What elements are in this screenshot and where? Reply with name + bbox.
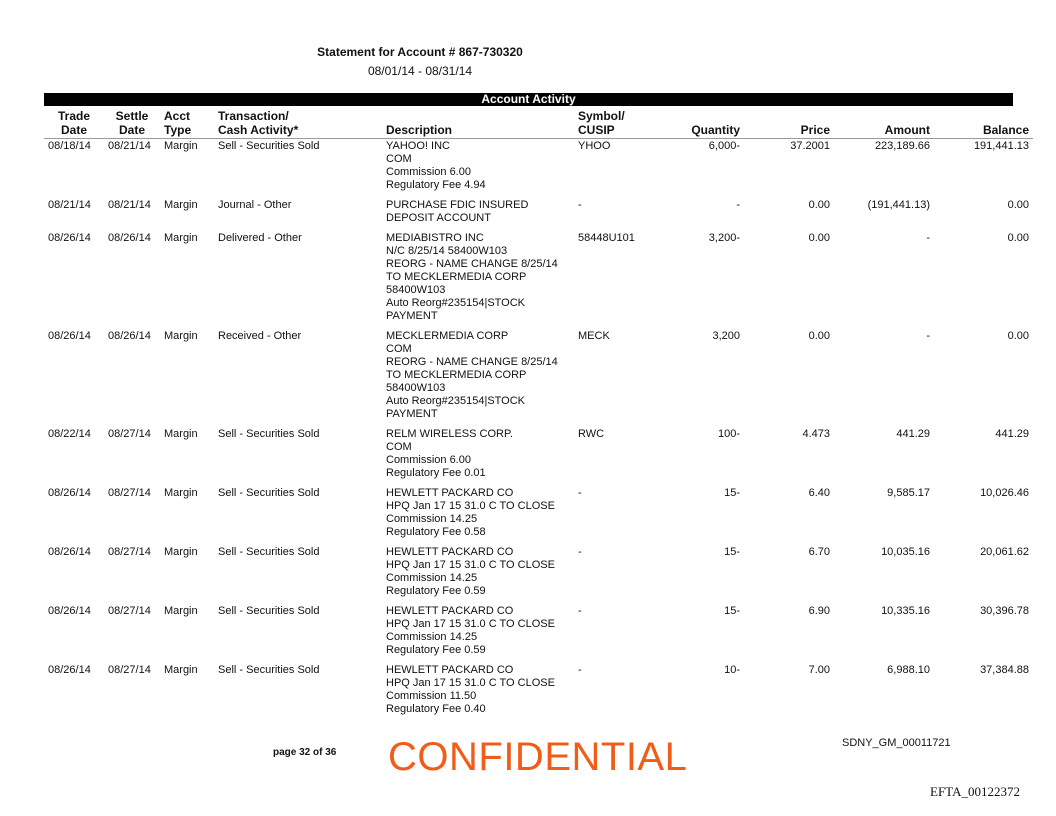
cell-transaction: Received - Other	[218, 330, 302, 342]
description-line: HPQ Jan 17 15 31.0 C TO CLOSE	[386, 677, 555, 689]
cell-description	[382, 664, 574, 723]
description-line: DEPOSIT ACCOUNT	[386, 212, 491, 224]
cell-transaction: Journal - Other	[218, 199, 292, 211]
cell-quantity: 15-	[724, 487, 740, 499]
cell-amount: 10,335.16	[881, 605, 930, 617]
cell-transaction: Sell - Securities Sold	[218, 546, 320, 558]
cell-price: 0.00	[808, 330, 830, 342]
table-row	[44, 232, 1033, 330]
cell-transaction: Sell - Securities Sold	[218, 664, 320, 676]
table-row	[44, 487, 1033, 546]
description-line: HEWLETT PACKARD CO	[386, 605, 514, 617]
cell-transaction: Delivered - Other	[218, 232, 302, 244]
cell-symbol: -	[578, 199, 582, 211]
cell-symbol: -	[578, 605, 582, 617]
col-price: Price	[744, 106, 834, 139]
description-line: REORG - NAME CHANGE 8/25/14	[386, 258, 558, 270]
cell-acct-type: Margin	[164, 330, 198, 342]
description-line: PAYMENT	[386, 310, 438, 322]
description-line: HEWLETT PACKARD CO	[386, 664, 514, 676]
cell-amount: 10,035.16	[881, 546, 930, 558]
account-activity-table	[44, 106, 1033, 723]
col-symbol: Symbol/ CUSIP	[574, 106, 654, 139]
table-row	[44, 428, 1033, 487]
cell-transaction: Sell - Securities Sold	[218, 140, 320, 152]
description-line: Auto Reorg#235154|STOCK	[386, 297, 526, 309]
cell-price: 6.70	[808, 546, 830, 558]
cell-acct-type: Margin	[164, 199, 198, 211]
cell-settle-date: 08/27/14	[108, 487, 151, 499]
table-row	[44, 605, 1033, 664]
cell-description	[382, 330, 574, 428]
table-row	[44, 199, 1033, 232]
cell-trade-date: 08/26/14	[48, 232, 91, 244]
cell-quantity: 15-	[724, 605, 740, 617]
description-line: Regulatory Fee 0.59	[386, 585, 486, 597]
cell-price: 4.473	[802, 428, 830, 440]
description-line: COM	[386, 343, 412, 355]
col-amount: Amount	[834, 106, 934, 139]
description-line: N/C 8/25/14 58400W103	[386, 245, 508, 257]
cell-trade-date: 08/21/14	[48, 199, 91, 211]
cell-acct-type: Margin	[164, 605, 198, 617]
cell-description	[382, 139, 574, 200]
description-line: Commission 14.25	[386, 572, 478, 584]
cell-trade-date: 08/26/14	[48, 330, 91, 342]
cell-description	[382, 199, 574, 232]
cell-settle-date: 08/26/14	[108, 330, 151, 342]
cell-price: 6.90	[808, 605, 830, 617]
cell-symbol: YHOO	[578, 140, 611, 152]
cell-amount: 9,585.17	[887, 487, 930, 499]
cell-amount: 441.29	[896, 428, 930, 440]
description-line: PAYMENT	[386, 408, 438, 420]
col-settle-date: Settle Date	[104, 106, 160, 139]
cell-amount: (191,441.13)	[867, 199, 930, 211]
description-line: RELM WIRELESS CORP.	[386, 428, 513, 440]
cell-amount: -	[926, 330, 930, 342]
cell-quantity: 100-	[717, 428, 740, 440]
cell-balance: 0.00	[1007, 330, 1029, 342]
cell-acct-type: Margin	[164, 487, 198, 499]
cell-balance: 10,026.46	[980, 487, 1029, 499]
cell-settle-date: 08/26/14	[108, 232, 151, 244]
cell-balance: 441.29	[995, 428, 1029, 440]
cell-trade-date: 08/22/14	[48, 428, 91, 440]
description-line: HEWLETT PACKARD CO	[386, 546, 514, 558]
statement-header	[0, 44, 840, 79]
cell-trade-date: 08/26/14	[48, 546, 91, 558]
description-line: MEDIABISTRO INC	[386, 232, 484, 244]
efta-number: EFTA_00122372	[930, 784, 1020, 799]
description-line: COM	[386, 441, 412, 453]
description-line: Auto Reorg#235154|STOCK	[386, 395, 526, 407]
cell-balance: 0.00	[1007, 232, 1029, 244]
cell-settle-date: 08/27/14	[108, 605, 151, 617]
col-description: Description	[382, 106, 574, 139]
confidential-stamp: CONFIDENTIAL	[388, 735, 688, 779]
cell-description	[382, 546, 574, 605]
bates-number: SDNY_GM_00011721	[842, 737, 951, 749]
description-line: 58400W103	[386, 284, 446, 296]
table-header-row	[44, 106, 1033, 139]
cell-balance: 0.00	[1007, 199, 1029, 211]
cell-description	[382, 605, 574, 664]
cell-settle-date: 08/21/14	[108, 140, 151, 152]
description-line: Commission 14.25	[386, 513, 478, 525]
cell-acct-type: Margin	[164, 232, 198, 244]
col-trade-date: Trade Date	[44, 106, 104, 139]
cell-settle-date: 08/27/14	[108, 428, 151, 440]
cell-balance: 30,396.78	[980, 605, 1029, 617]
cell-description	[382, 232, 574, 330]
cell-price: 37.2001	[790, 140, 830, 152]
cell-symbol: MECK	[578, 330, 610, 342]
cell-quantity: 3,200	[712, 330, 740, 342]
description-line: Commission 11.50	[386, 690, 477, 702]
cell-trade-date: 08/26/14	[48, 605, 91, 617]
description-line: Commission 6.00	[386, 454, 471, 466]
cell-acct-type: Margin	[164, 140, 198, 152]
cell-balance: 20,061.62	[980, 546, 1029, 558]
cell-transaction: Sell - Securities Sold	[218, 428, 320, 440]
description-line: REORG - NAME CHANGE 8/25/14	[386, 356, 558, 368]
description-line: Commission 14.25	[386, 631, 478, 643]
cell-price: 6.40	[808, 487, 830, 499]
cell-quantity: 10-	[724, 664, 740, 676]
col-quantity: Quantity	[654, 106, 744, 139]
description-line: HPQ Jan 17 15 31.0 C TO CLOSE	[386, 500, 555, 512]
cell-settle-date: 08/27/14	[108, 546, 151, 558]
description-line: 58400W103	[386, 382, 446, 394]
description-line: PURCHASE FDIC INSURED	[386, 199, 529, 211]
cell-transaction: Sell - Securities Sold	[218, 605, 320, 617]
cell-settle-date: 08/21/14	[108, 199, 151, 211]
cell-symbol: RWC	[578, 428, 605, 440]
cell-trade-date: 08/26/14	[48, 664, 91, 676]
table-row	[44, 330, 1033, 428]
cell-quantity: -	[736, 199, 740, 211]
cell-trade-date: 08/18/14	[48, 140, 91, 152]
description-line: TO MECKLERMEDIA CORP	[386, 271, 527, 283]
cell-settle-date: 08/27/14	[108, 664, 151, 676]
cell-trade-date: 08/26/14	[48, 487, 91, 499]
cell-quantity: 6,000-	[708, 140, 740, 152]
description-line: HPQ Jan 17 15 31.0 C TO CLOSE	[386, 618, 555, 630]
cell-quantity: 15-	[724, 546, 740, 558]
description-line: Regulatory Fee 0.01	[386, 467, 486, 479]
cell-symbol: -	[578, 664, 582, 676]
description-line: HEWLETT PACKARD CO	[386, 487, 514, 499]
cell-amount: -	[926, 232, 930, 244]
cell-price: 7.00	[808, 664, 830, 676]
cell-balance: 37,384.88	[980, 664, 1029, 676]
col-acct-type: Acct Type	[160, 106, 214, 139]
col-transaction: Transaction/ Cash Activity*	[214, 106, 382, 139]
table-row	[44, 546, 1033, 605]
description-line: YAHOO! INC	[386, 140, 450, 152]
cell-acct-type: Margin	[164, 546, 198, 558]
cell-amount: 6,988.10	[887, 664, 930, 676]
cell-balance: 191,441.13	[973, 140, 1029, 152]
statement-title: Statement for Account # 867-730320	[317, 45, 523, 59]
statement-period: 08/01/14 - 08/31/14	[367, 64, 473, 78]
col-balance: Balance	[934, 106, 1033, 139]
description-line: TO MECKLERMEDIA CORP	[386, 369, 527, 381]
cell-transaction: Sell - Securities Sold	[218, 487, 320, 499]
description-line: HPQ Jan 17 15 31.0 C TO CLOSE	[386, 559, 555, 571]
cell-symbol: 58448U101	[578, 232, 635, 244]
description-line: COM	[386, 153, 412, 165]
table-row	[44, 664, 1033, 723]
cell-symbol: -	[578, 546, 582, 558]
cell-symbol: -	[578, 487, 582, 499]
table-row	[44, 139, 1033, 200]
cell-price: 0.00	[808, 232, 830, 244]
cell-description	[382, 428, 574, 487]
table-body	[44, 139, 1033, 724]
cell-price: 0.00	[808, 199, 830, 211]
description-line: Regulatory Fee 4.94	[386, 179, 486, 191]
page-number: page 32 of 36	[273, 747, 337, 758]
description-line: Regulatory Fee 0.40	[386, 703, 486, 715]
cell-quantity: 3,200-	[708, 232, 740, 244]
cell-description	[382, 487, 574, 546]
account-activity-bar: Account Activity	[44, 93, 1013, 106]
description-line: Regulatory Fee 0.59	[386, 644, 486, 656]
description-line: MECKLERMEDIA CORP	[386, 330, 509, 342]
cell-acct-type: Margin	[164, 428, 198, 440]
cell-amount: 223,189.66	[874, 140, 930, 152]
cell-acct-type: Margin	[164, 664, 198, 676]
description-line: Regulatory Fee 0.58	[386, 526, 486, 538]
description-line: Commission 6.00	[386, 166, 471, 178]
